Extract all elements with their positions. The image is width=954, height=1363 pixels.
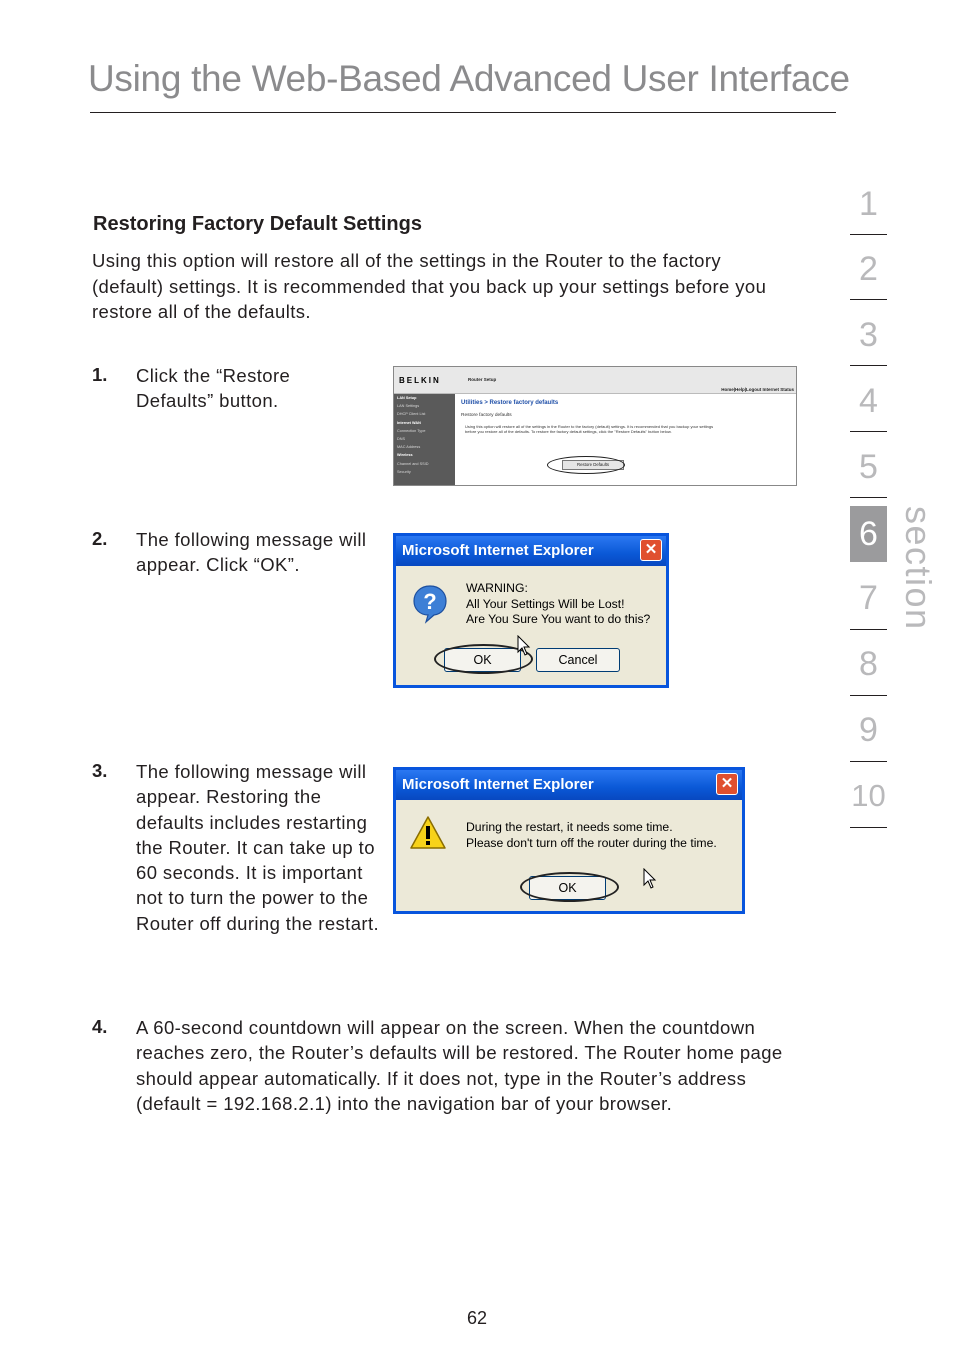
tab-divider (850, 497, 887, 498)
step-2-text: The following message will appear. Click “OK”. (136, 529, 367, 576)
cancel-button[interactable]: Cancel (536, 648, 620, 672)
restart-dialog (393, 767, 745, 914)
belkin-top-links[interactable]: Home|Help|Logout Internet Status (721, 387, 794, 392)
page-number: 62 (466, 1308, 488, 1328)
dialog-titlebar (396, 536, 666, 566)
question-icon (412, 584, 448, 624)
restore-defaults-button[interactable]: Restore Defaults (562, 460, 624, 470)
section-tab-8[interactable]: 8 (859, 645, 878, 683)
section-tab-10[interactable]: 10 (851, 778, 886, 813)
svg-text:?: ? (423, 589, 437, 614)
warning-line-2: Are You Sure You want to do this? (466, 612, 651, 626)
step-3-text: The following message will appear. Restoring the defaults includes restarting the Router. It can take up to 60 seconds. It is important not to turn the power to the Router off during the restart. (136, 761, 380, 934)
restart-message-line-1: During the restart, it needs some time. (466, 820, 673, 834)
highlight-ring (520, 872, 619, 902)
mouse-cursor-icon (517, 635, 531, 657)
warning-dialog (393, 533, 669, 688)
tab-divider (850, 761, 887, 762)
tab-divider (850, 827, 887, 828)
belkin-subheading: Restore factory defaults (461, 413, 512, 418)
tab-divider (850, 365, 887, 366)
step-4-text: A 60-second countdown will appear on the screen. When the countdown reaches zero, the Router’s defaults will be restored. The Router home page should appear automatically. If it does not, type in the Router’s address (default = 192.168.2.1) into the navigation bar of your browser. (136, 1017, 783, 1114)
dialog-titlebar (396, 770, 742, 800)
section-tab-4[interactable]: 4 (859, 382, 878, 420)
section-tab-2[interactable]: 2 (859, 250, 878, 288)
close-icon[interactable]: ✕ (716, 773, 738, 795)
sidebar-item-lan-settings[interactable]: LAN Settings (397, 404, 420, 409)
sidebar-item-dns[interactable]: DNS (397, 437, 406, 442)
warning-line-1: All Your Settings Will be Lost! (466, 596, 625, 611)
step-3-number: 3. (92, 760, 108, 781)
sidebar-item-mac-address[interactable]: MAC Address (397, 445, 421, 450)
sidebar-item-security[interactable]: Security (397, 469, 411, 474)
tab-divider (850, 234, 887, 235)
warning-heading: WARNING: (466, 581, 528, 595)
dialog-title: Microsoft Internet Explorer (402, 776, 594, 793)
belkin-description: Using this option will restore all of the settings in the Router to the factory (default) settings. It is recommended that you backup your settings before you restore all of the defaults. To restore the factory default settings, click the "Restore Defaults" button below. (465, 424, 714, 435)
sidebar-item-dhcp-client-list[interactable]: DHCP Client List (397, 412, 426, 417)
sidebar-item-wireless[interactable]: Wireless (397, 453, 413, 458)
belkin-restore-screenshot (393, 366, 797, 486)
close-icon[interactable]: ✕ (640, 539, 662, 561)
intro-paragraph: Using this option will restore all of the settings in the Router to the factory (default) settings. It is recommended that you back up your settings before you restore all of the defaults. (92, 250, 767, 322)
sidebar-item-lan-setup[interactable]: LAN Setup (397, 396, 417, 400)
belkin-product-name: Router Setup (468, 377, 497, 382)
step-4-number: 4. (92, 1016, 108, 1037)
restart-message-line-2: Please don't turn off the router during the time. (466, 835, 717, 850)
belkin-breadcrumb: Utilities > Restore factory defaults (461, 400, 559, 406)
ok-button[interactable]: OK (529, 876, 606, 900)
sidebar-item-connection-type[interactable]: Connection Type (397, 428, 426, 433)
tab-divider (850, 695, 887, 696)
section-tab-1[interactable]: 1 (859, 185, 878, 223)
sidebar-item-internet-wan[interactable]: Internet WAN (397, 420, 421, 425)
tab-divider (850, 299, 887, 300)
section-heading: Restoring Factory Default Settings (93, 213, 422, 235)
step-2-number: 2. (92, 528, 108, 549)
mouse-cursor-icon (643, 868, 657, 890)
belkin-header-bar (394, 367, 796, 394)
belkin-sidebar (394, 394, 455, 485)
section-label: section (898, 506, 939, 631)
page-title: Using the Web-Based Advanced User Interface (88, 58, 850, 99)
step-1-number: 1. (92, 364, 108, 385)
warning-icon (409, 815, 447, 851)
highlight-ring (547, 456, 625, 474)
title-divider (90, 112, 836, 113)
belkin-content (461, 400, 790, 434)
ok-button[interactable]: OK (444, 648, 521, 672)
belkin-logo: BELKIN (399, 376, 441, 385)
dialog-title: Microsoft Internet Explorer (402, 542, 594, 559)
tab-divider (850, 431, 887, 432)
tab-divider (850, 629, 887, 630)
section-tab-3[interactable]: 3 (859, 316, 878, 354)
section-tab-9[interactable]: 9 (859, 711, 878, 749)
step-1-text: Click the “Restore Defaults” button. (136, 365, 291, 412)
section-tab-5[interactable]: 5 (859, 448, 878, 486)
sidebar-item-channel-ssid[interactable]: Channel and SSID (397, 461, 429, 466)
section-tab-7[interactable]: 7 (859, 579, 878, 617)
section-tab-6-active[interactable]: 6 (850, 506, 887, 562)
